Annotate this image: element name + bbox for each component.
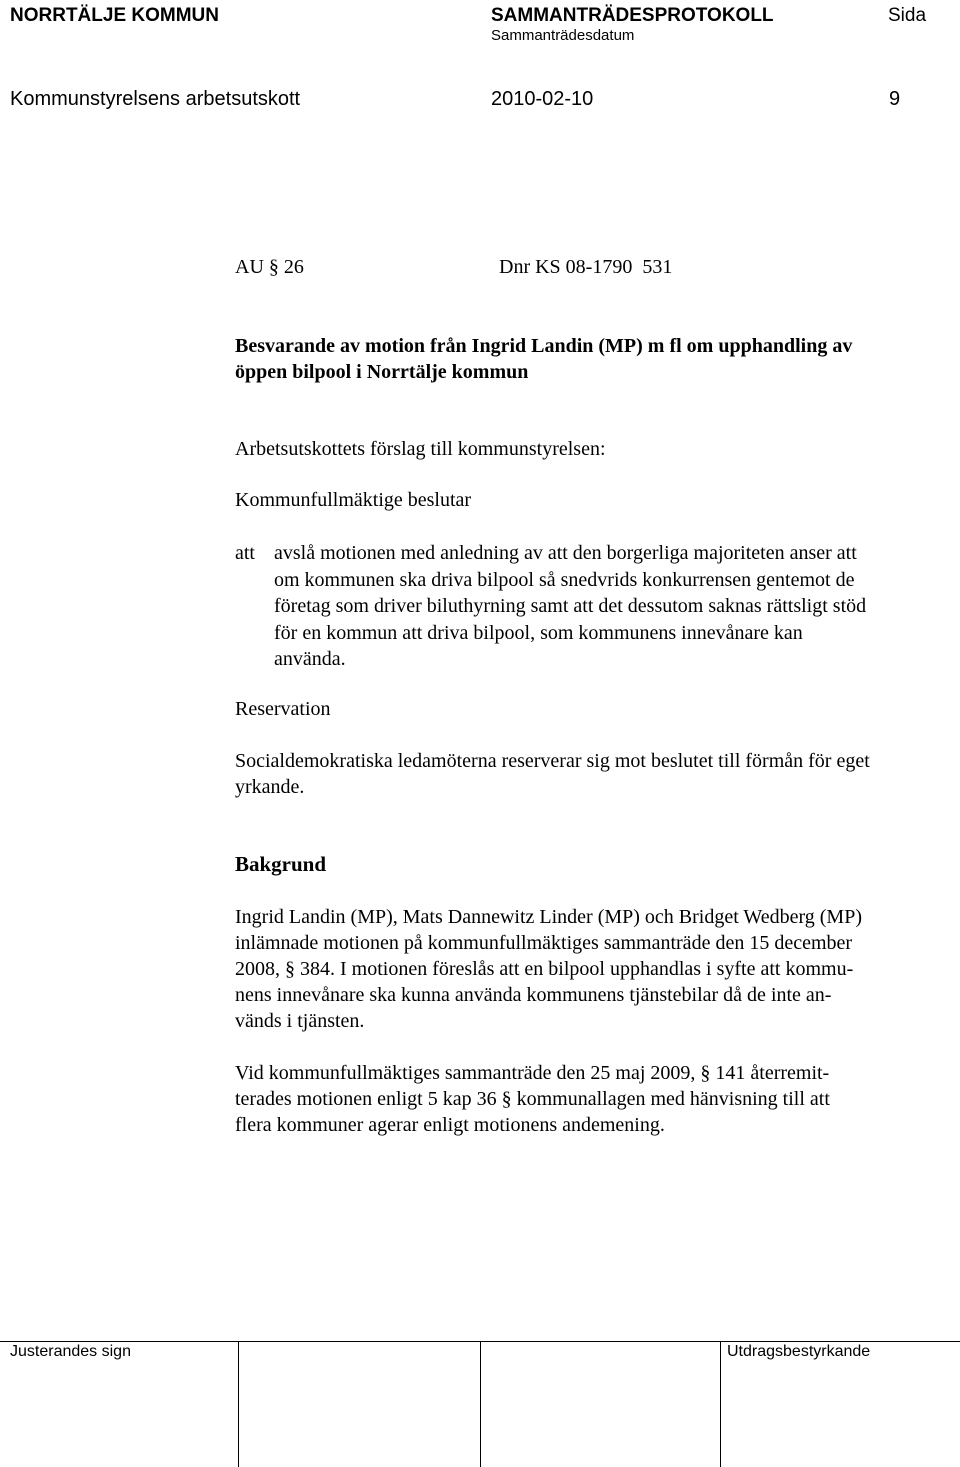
page-number: 9 [889,88,901,110]
proposal-line: avslå motionen med anledning av att den borgerliga majoriteten anser att [274,542,857,564]
page-label: Sida [888,5,927,26]
footer-divider [720,1341,721,1467]
document-type: SAMMANTRÄDESPROTOKOLL [491,5,774,26]
background-heading: Bakgrund [235,852,327,876]
proposal-line: om kommunen ska driva bilpool så snedvrids konkurrensen gentemot de [274,568,855,591]
reservation-line: Socialdemokratiska ledamöterna reserverar sig mot beslutet till förmån för eget [235,750,870,772]
case-title-line-1: Besvarande av motion från Ingrid Landin (MP) m fl om upphandling av [235,335,853,357]
item-number: AU § 26 [235,256,304,278]
background-paragraph-1 [235,904,957,1034]
background-line: Vid kommunfullmäktiges sammanträde den 25 maj 2009, § 141 återremit- [235,1062,830,1084]
proposal-heading: Arbetsutskottets förslag till kommunstyrelsen: [235,438,606,460]
case-title-line-2: öppen bilpool i Norrtälje kommun [235,361,529,383]
certification-label: Utdragsbestyrkande [727,1343,871,1360]
background-paragraph-2 [235,1060,957,1138]
background-line: flera kommuner agerar enligt motionens andemening. [235,1114,665,1136]
proposal-line: använda. [274,648,346,670]
background-line: terades motionen enligt 5 kap 36 § kommunallagen med hänvisning till att [235,1088,830,1110]
meeting-date-label: Sammanträdesdatum [491,27,635,44]
committee-name: Kommunstyrelsens arbetsutskott [10,88,301,110]
footer-divider [480,1341,481,1467]
proposal-text [274,540,960,673]
municipality-name: NORRTÄLJE KOMMUN [10,5,219,26]
proposal-line: för en kommun att driva bilpool, som kommunens innevånare kan [274,621,803,644]
reservation-line: yrkande. [235,776,305,798]
case-reference: Dnr KS 08-1790 531 [499,256,673,278]
decision-line: Kommunfullmäktige beslutar [235,489,472,511]
background-line: Ingrid Landin (MP), Mats Dannewitz Linder (MP) och Bridget Wedberg (MP) [235,906,862,928]
proposal-line: företag som driver biluthyrning samt att det dessutom saknas rättsligt stöd [274,595,867,617]
signature-label: Justerandes sign [10,1343,131,1360]
reservation-heading: Reservation [235,698,331,720]
footer-divider [238,1341,239,1467]
background-line: nens innevånare ska kunna använda kommunens tjänstebilar då de inte an- [235,984,832,1006]
reservation-text [235,748,957,800]
background-line: vänds i tjänsten. [235,1010,365,1032]
background-line: inlämnade motionen på kommunfullmäktiges sammanträde den 15 december [235,932,853,954]
background-line: 2008, § 384. I motionen föreslås att en bilpool upphandlas i syfte att kommu- [235,958,854,980]
meeting-date: 2010-02-10 [491,88,594,110]
att-label: att [235,542,255,564]
